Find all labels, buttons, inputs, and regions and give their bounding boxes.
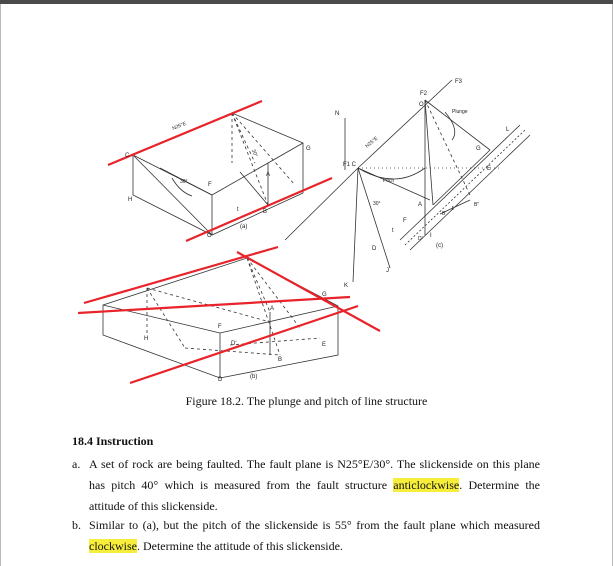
label-c-plunge: Plunge xyxy=(452,109,468,115)
label-b-D: D xyxy=(218,377,223,383)
label-c-strike: N25°E xyxy=(364,135,380,150)
label-c-I: I xyxy=(430,233,432,239)
label-a-F: F xyxy=(208,182,212,188)
label-b-G: G xyxy=(322,292,327,298)
label-c-angle: 30° xyxy=(373,201,381,207)
label-b-F: F xyxy=(218,324,222,330)
diagram-c-construction xyxy=(285,80,530,282)
label-c-Dprime: D' xyxy=(418,236,423,242)
label-c-Bprime: B' xyxy=(442,211,447,217)
label-c-N: N xyxy=(335,111,340,117)
label-a-A: A xyxy=(266,172,271,178)
label-b-A: A xyxy=(270,306,275,312)
question-b-text-after: . Determine the attitude of this slickenside. xyxy=(136,539,343,553)
label-a-C: C xyxy=(125,153,130,159)
label-a-angle: 30° xyxy=(180,179,188,185)
label-c-J: J xyxy=(386,268,389,274)
question-a-label: a. xyxy=(72,457,81,471)
question-b-text xyxy=(89,515,540,557)
label-a-panel: (a) xyxy=(240,224,248,230)
label-c-t2: t xyxy=(452,206,454,212)
label-c-F2: F2 xyxy=(420,91,428,97)
diagram-a-block xyxy=(133,113,303,235)
red-annotation-lines xyxy=(78,101,380,383)
question-b xyxy=(72,515,540,557)
label-c-F1C: F1 C xyxy=(343,162,357,168)
label-c-pitch: Pitch xyxy=(383,178,395,184)
label-b-E: E xyxy=(322,342,327,348)
label-c-E: E xyxy=(487,166,492,172)
label-b-Dprime: D' xyxy=(231,341,237,347)
label-c-G: G xyxy=(476,146,481,152)
label-c-F3: F3 xyxy=(455,79,463,85)
label-c-t: t xyxy=(392,228,394,234)
label-c-A: A xyxy=(418,202,423,208)
figure-caption: Figure 18.2. The plunge and pitch of line structure xyxy=(185,394,428,408)
label-a-O: O xyxy=(207,233,212,239)
label-c-O: O xyxy=(419,102,424,108)
label-a-B: B xyxy=(263,209,268,215)
label-c-D: D xyxy=(372,246,377,252)
label-b-H: H xyxy=(144,336,149,342)
label-c-Bdprime: B'' xyxy=(474,202,480,208)
label-c-K: K xyxy=(344,283,349,289)
label-c-panel: (c) xyxy=(436,243,443,249)
label-c-L: L xyxy=(506,127,510,133)
label-b-panel: (b) xyxy=(250,374,258,380)
label-a-t: t xyxy=(237,207,239,213)
label-c-F: F xyxy=(403,218,407,224)
question-a xyxy=(72,454,540,517)
question-a-highlight: anticlockwise xyxy=(393,478,460,492)
section-title: 18.4 Instruction xyxy=(72,434,154,448)
question-b-label: b. xyxy=(72,518,81,532)
label-a-strike: N25°E xyxy=(171,120,188,132)
question-a-text xyxy=(89,454,540,517)
label-b-B: B xyxy=(278,357,283,363)
label-a-H: H xyxy=(128,197,133,203)
label-a-dip: 30° xyxy=(250,148,259,158)
diagram-b-block xyxy=(103,258,338,378)
label-a-G: G xyxy=(306,146,311,152)
question-b-highlight: clockwise xyxy=(89,539,137,553)
question-a-text-after: . Determine the attitude of this slickenside. xyxy=(89,478,540,513)
question-b-text-before: Similar to (a), but the pitch of the slickenside is 55° from the fault plane which measured xyxy=(89,518,540,532)
question-a-text-before: A set of rock are being faulted. The fault plane is N25°E/30°. The slickenside on this plane has pitch 40° which is measured from the fault structure xyxy=(89,457,540,492)
